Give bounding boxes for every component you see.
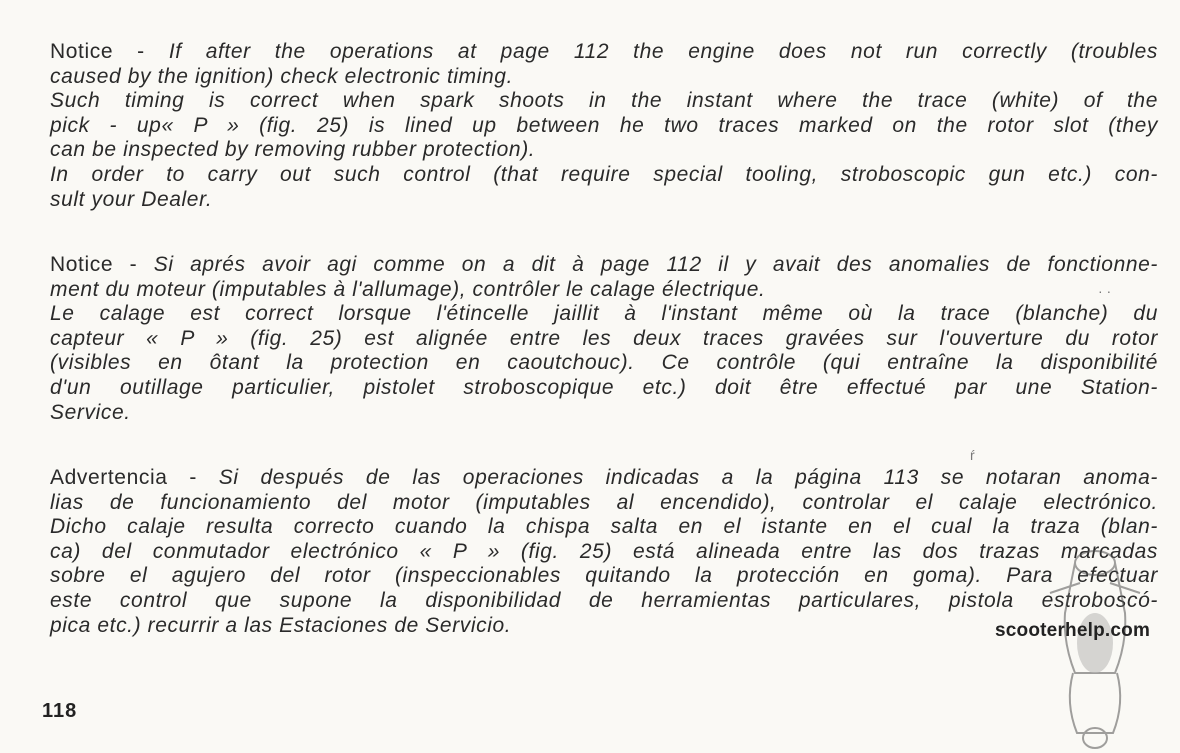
notice-label: Notice	[50, 253, 114, 276]
notice-line	[50, 466, 1158, 491]
scan-speck: · ·	[1098, 283, 1112, 299]
notice-line: ment du moteur (imputables à l'allumage), contrôler le calage électrique.	[50, 277, 766, 301]
page-number: 118	[42, 700, 78, 722]
notice-line: can be inspected by removing rubber protection).	[50, 138, 536, 162]
notice-text: Si después de las operaciones indicadas a la página 113 se notaran anoma-	[218, 466, 1158, 489]
notice-line: sobre el agujero del rotor (inspeccionables quitando la protección en goma). Para efectuar	[50, 564, 1158, 588]
notice-line: ca) del conmutador electrónico « P » (fig. 25) está alineada entre las dos trazas marcadas	[50, 539, 1158, 563]
notice-text: If after the operations at page 112 the engine does not run correctly (troubles	[168, 40, 1158, 63]
notice-line	[50, 40, 1158, 65]
notice-french	[50, 253, 1158, 425]
notice-line: capteur « P » (fig. 25) est alignée entre les deux traces gravées sur l'ouverture du rotor	[50, 326, 1158, 350]
notice-line	[50, 253, 1158, 278]
watermark	[995, 618, 1175, 748]
notice-line: In order to carry out such control (that require special tooling, stroboscopic gun etc.) con-	[50, 162, 1158, 186]
watermark-text: scooterhelp.com	[995, 620, 1151, 641]
notice-line: caused by the ignition) check electronic timing.	[50, 64, 514, 88]
notice-line: sult your Dealer.	[50, 187, 213, 211]
notice-separator: -	[167, 466, 219, 489]
notice-separator: -	[113, 40, 169, 63]
notice-line: pick - up« P » (fig. 25) is lined up between he two traces marked on the rotor slot (they	[50, 113, 1158, 137]
notice-line: d'un outillage particulier, pistolet stroboscopique etc.) doit être effectué par une Station-	[50, 375, 1158, 399]
notice-line: Such timing is correct when spark shoots in the instant where the trace (white) of the	[50, 89, 1158, 113]
notice-line: (visibles en ôtant la protection en caoutchouc). Ce contrôle (qui entraîne la disponibilité	[50, 351, 1158, 375]
notice-line: Dicho calaje resulta correcto cuando la chispa salta en el istante en el cual la traza (blan-	[50, 515, 1158, 539]
notice-line: este control que supone la disponibilidad de herramientas particulares, pistola estroboscó-	[50, 588, 1158, 612]
notice-spanish	[50, 466, 1158, 638]
notice-line: lias de funcionamiento del motor (imputables al encendido), controlar el calaje electrónico.	[50, 490, 1158, 514]
notice-label: Notice	[50, 40, 114, 63]
notice-line: Service.	[50, 400, 131, 424]
notice-separator: -	[113, 253, 154, 276]
notice-english	[50, 40, 1158, 212]
notice-line: pica etc.) recurrir a las Estaciones de Servicio.	[50, 613, 512, 637]
notice-line: Le calage est correct lorsque l'étincelle jaillit à l'instant même où la trace (blanche) du	[50, 302, 1158, 326]
scan-speck: ŕ	[970, 447, 975, 463]
notice-text: Si aprés avoir agi comme on a dit à page 112 il y avait des anomalies de fonctionne-	[153, 253, 1159, 276]
notice-label: Advertencia	[50, 466, 168, 489]
